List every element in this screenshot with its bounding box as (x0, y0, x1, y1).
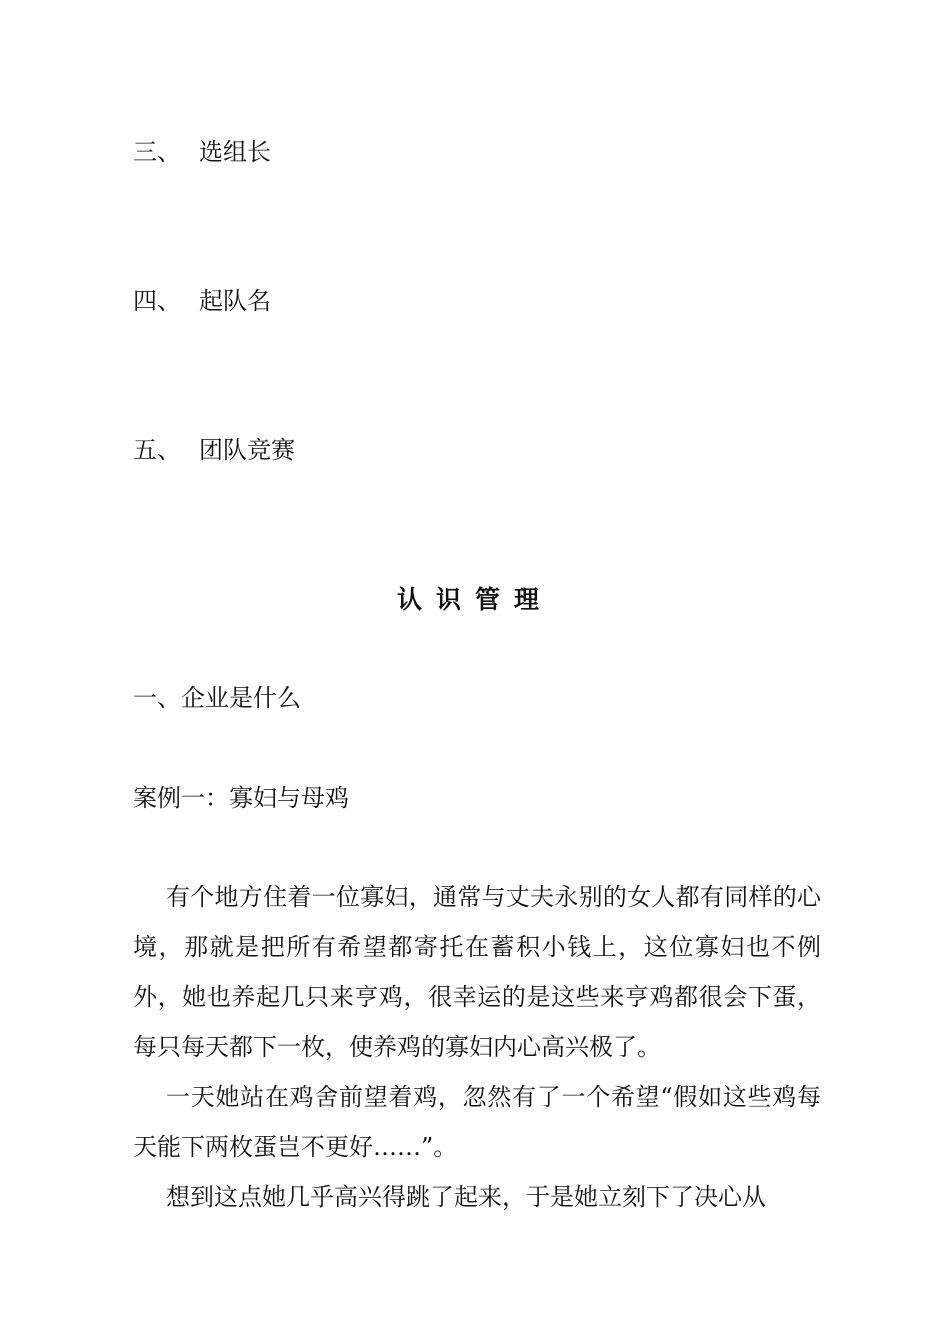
section-label: 选组长 (199, 138, 271, 166)
section-heading-3 (133, 137, 271, 167)
section-label: 团队竞赛 (199, 436, 295, 464)
subheading: 一、企业是什么 (133, 684, 301, 712)
paragraph-1: 有个地方住着一位寡妇，通常与丈夫永别的女人都有同样的心境，那就是把所有希望都寄托在蓄积小钱上，这位寡妇也不例外，她也养起几只来亨鸡，很幸运的是这些来亨鸡都很会下蛋，每只每天都下一枚，使养鸡的寡妇内心高兴极了。 (133, 883, 821, 1061)
section-number: 四、 (133, 287, 181, 315)
chapter-title: 认识管理 (396, 585, 553, 614)
section-heading-5 (133, 435, 295, 465)
paragraph-3: 想到这点她几乎高兴得跳了起来，于是她立刻下了决心从 (166, 1183, 766, 1211)
section-number: 五、 (133, 436, 181, 464)
paragraph-2: 一天她站在鸡舍前望着鸡，忽然有了一个希望“假如这些鸡每天能下两枚蛋岂不更好……”。 (133, 1083, 821, 1161)
section-label: 起队名 (199, 287, 271, 315)
section-number: 三、 (133, 138, 181, 166)
case-title: 案例一：寡妇与母鸡 (133, 784, 349, 812)
section-heading-4 (133, 286, 271, 316)
